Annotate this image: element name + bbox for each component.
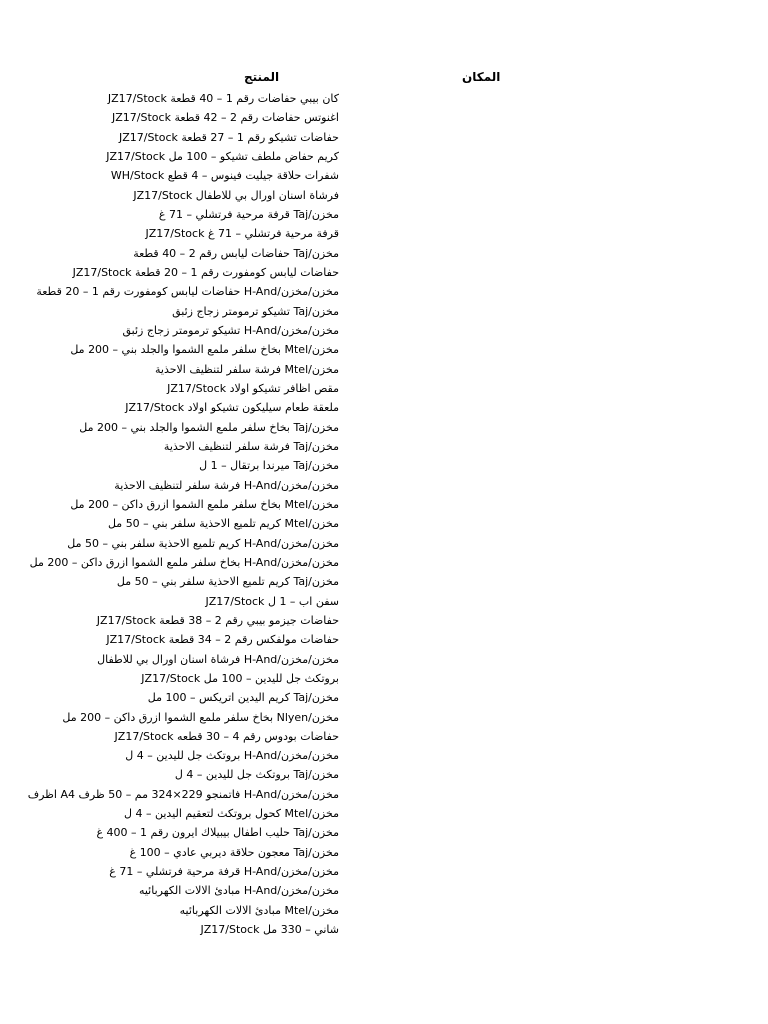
- list-item: مخزن/Taj كريم اليدين اتريكس – 100 مل: [147, 691, 339, 705]
- list-item: JZ17/Stock حفاضات بودوس رقم 4 – 30 قطعه: [114, 729, 339, 743]
- list-item: مخزن/مخزن/H-And بروتكث جل لليدين – 4 ل: [125, 749, 339, 763]
- column-header-location: المكان: [462, 70, 501, 84]
- list-item: JZ17/Stock قرفة مرحية فرتشلي – 71 غ: [145, 227, 339, 241]
- list-item: مخزن/Taj فرشة سلفر لتنظيف الاحذية: [163, 439, 339, 453]
- list-item: مخزن/Mtel بخاخ سلفر ملمع الشموا والجلد بني – 200 مل: [70, 343, 339, 357]
- list-item: WH/Stock شفرات حلاقة جيليت فينوس – 4 قطع: [110, 169, 339, 183]
- list-item: مخزن/مخزن/H-And قرفة مرحية فرتشلي – 71 غ: [109, 865, 339, 879]
- column-header-product: المنتج: [244, 70, 280, 84]
- list-item: JZ17/Stock شاني – 330 مل: [200, 923, 339, 937]
- list-item: مخزن/Mtel كحول بروتكث لتعقيم اليدين – 4 ل: [124, 807, 339, 821]
- list-item: مخزن/Taj حليب اطفال بيبيلاك ايرون رقم 1 – 400 غ: [96, 826, 339, 840]
- product-list: [9, 89, 339, 939]
- list-item: مخزن/مخزن/H-And مبادئ الالات الكهربائيه: [138, 884, 339, 898]
- list-item: مخزن/Nlyen بخاخ سلفر ملمع الشموا ازرق داكن – 200 مل: [62, 710, 339, 724]
- list-item: JZ17/Stock فرشاة اسنان اورال بي للاطفال: [133, 188, 339, 202]
- list-item: JZ17/Stock سفن اب – 1 ل: [205, 594, 339, 608]
- list-item: JZ17/Stock كريم حفاض ملطف تشيكو – 100 مل: [106, 149, 339, 163]
- list-item: مخزن/مخزن/H-And فرشة سلفر لتنظيف الاحذية: [114, 478, 339, 492]
- list-item: JZ17/Stock بروتكث جل لليدين – 100 مل: [141, 671, 339, 685]
- list-item: JZ17/Stock ملعقة طعام سيليكون تشيكو اولاد: [125, 401, 339, 415]
- list-item: مخزن/مخزن/H-And بخاخ سلفر ملمع الشموا ازرق داكن – 200 مل: [29, 555, 339, 569]
- list-item: مخزن/Taj بخاخ سلفر ملمع الشموا والجلد بني – 200 مل: [79, 420, 339, 434]
- list-item: مخزن/Taj تشيكو ترمومتر زجاج زئبق: [172, 304, 339, 318]
- list-item: مخزن/Taj ميرندا برتقال – 1 ل: [199, 459, 339, 473]
- list-item: JZ17/Stock حفاضات ليابس كومفورت رقم 1 – 20 قطعة: [72, 265, 339, 279]
- list-item: مخزن/مخزن/H-And فاتمنجو 229×324 مم – 50 ظرف A4 اظرف: [27, 787, 339, 801]
- list-item: JZ17/Stock مقص اظافر تشيكو اولاد: [167, 381, 339, 395]
- list-item: مخزن/Taj حفاضات ليابس رقم 2 – 40 قطعة: [133, 246, 339, 260]
- list-item: مخزن/Taj قرفة مرحية فرتشلي – 71 غ: [158, 207, 339, 221]
- list-item: مخزن/Mtel كريم تلميع الاحذية سلفر بني – 50 مل: [107, 517, 339, 531]
- list-item: مخزن/مخزن/H-And كريم تلميع الاحذية سلفر بني – 50 مل: [67, 536, 339, 550]
- list-item: JZ17/Stock اغنوتس حفاضات رقم 2 – 42 قطعة: [112, 111, 339, 125]
- list-item: مخزن/مخزن/H-And تشيكو ترمومتر زجاج زئبق: [122, 323, 339, 337]
- list-item: مخزن/Mtel بخاخ سلفر ملمع الشموا ازرق داكن – 200 مل: [70, 497, 339, 511]
- list-item: JZ17/Stock حفاضات جيزمو بيبي رقم 2 – 38 قطعة: [96, 613, 339, 627]
- list-item: JZ17/Stock حفاضات تشيكو رقم 1 – 27 قطعة: [118, 130, 339, 144]
- list-item: مخزن/Mtel مبادئ الالات الكهربائيه: [179, 903, 339, 917]
- list-item: مخزن/مخزن/H-And فرشاة اسنان اورال بي للاطفال: [97, 652, 339, 666]
- list-item: مخزن/Mtel فرشة سلفر لتنظيف الاحذية: [154, 362, 339, 376]
- list-item: مخزن/Taj بروتكث جل لليدين – 4 ل: [174, 768, 339, 782]
- list-item: مخزن/Taj كريم تلميع الاحذية سلفر بني – 50 مل: [116, 575, 339, 589]
- list-item: مخزن/Taj معجون حلاقة ديربي عادي – 100 غ: [129, 845, 339, 859]
- list-item: مخزن/مخزن/H-And حفاضات ليابس كومفورت رقم 1 – 20 قطعة: [36, 285, 339, 299]
- list-item: JZ17/Stock كان بيبي حفاضات رقم 1 – 40 قطعة: [107, 92, 339, 105]
- list-item: JZ17/Stock حفاضات مولفكس رقم 2 – 34 قطعة: [106, 633, 339, 647]
